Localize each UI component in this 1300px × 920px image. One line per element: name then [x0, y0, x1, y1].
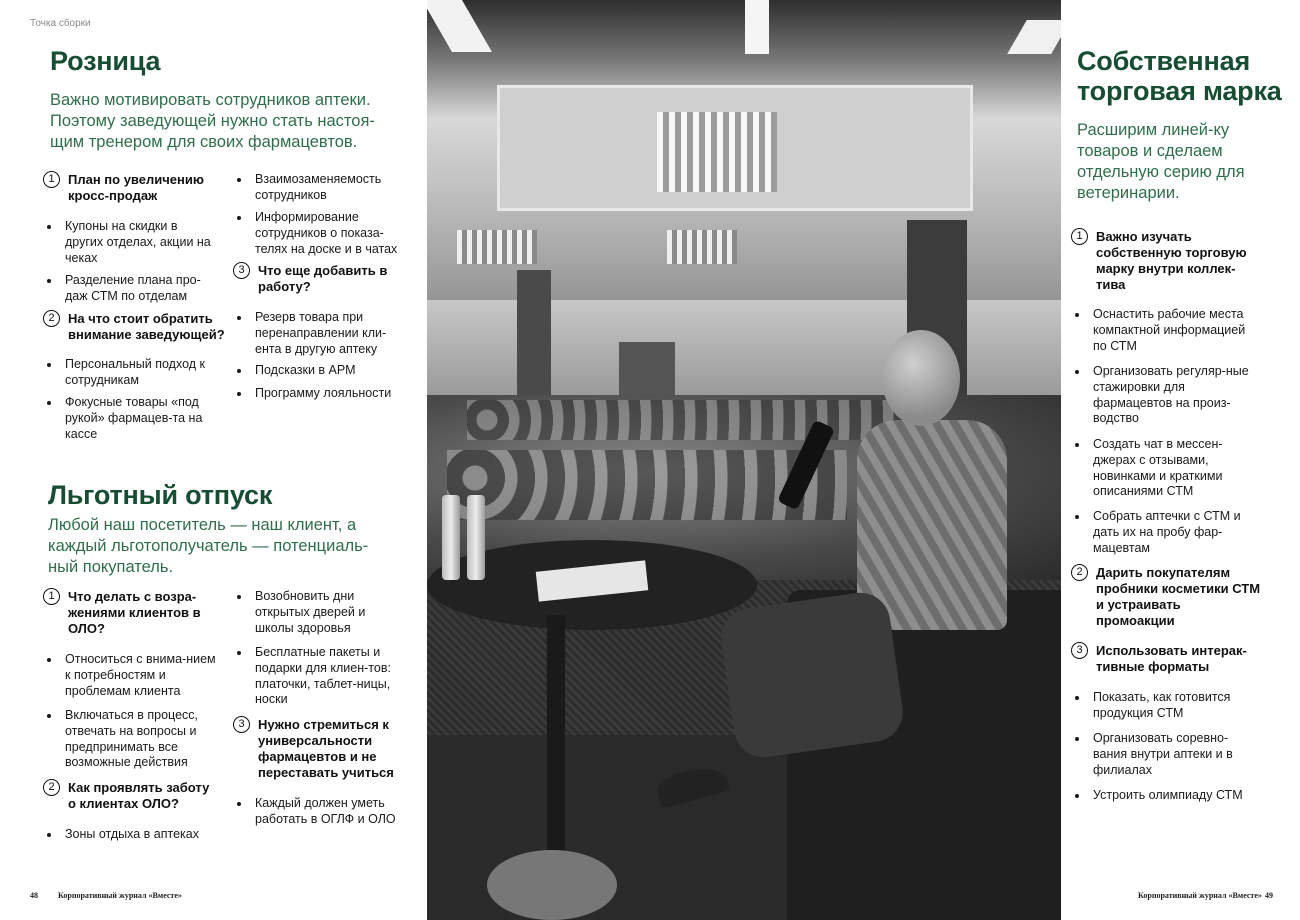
bullet-icon	[47, 279, 51, 283]
leave-lead: Любой наш посетитель — наш клиент, а каждый льготополучатель — потенциаль-ный покупатель.	[48, 516, 369, 576]
bullet-icon	[1075, 794, 1079, 798]
list-item	[233, 210, 408, 257]
ceiling-light	[745, 0, 769, 54]
speaker-head	[882, 330, 960, 426]
table-base	[487, 850, 617, 920]
leave-q2	[43, 780, 218, 812]
brand-q2	[1071, 565, 1261, 629]
list-item	[1071, 731, 1261, 778]
bullet-icon	[1075, 443, 1079, 447]
leave-q1	[43, 589, 218, 637]
bullet-icon	[237, 595, 241, 599]
water-bottle	[467, 495, 485, 580]
list-item-text: Бесплатные пакеты и подарки для клиен-тов: платочки, таблет-ницы, носки	[255, 645, 391, 707]
running-head: Точка сборки	[30, 18, 91, 29]
list-item	[233, 310, 405, 357]
brand-q2-text: Дарить покупателям пробники косметики СТМ и устраивать промоакции	[1096, 565, 1261, 628]
number-circle-icon: 1	[1071, 228, 1088, 245]
bullet-icon	[237, 392, 241, 396]
footer-title-left: Корпоративный журнал «Вместе»	[58, 891, 182, 900]
bullet-icon	[1075, 696, 1079, 700]
list-item	[1071, 437, 1261, 500]
list-item-text: Программу лояльности	[255, 386, 392, 400]
leave-q3-text: Нужно стремиться к универсальности фармацевтов и не переставать учиться	[258, 717, 394, 780]
list-item	[43, 652, 221, 699]
list-item	[233, 589, 405, 636]
brand-q3-text: Использовать интерак-тивные форматы	[1096, 643, 1247, 674]
leave-title: Льготный отпуск	[48, 480, 273, 510]
conference-photo	[427, 0, 1061, 920]
list-item-text: Устроить олимпиаду СТМ	[1093, 788, 1243, 802]
list-item-text: Купоны на скидки в других отделах, акции на чеках	[65, 219, 211, 265]
list-item-text: Каждый должен уметь работать в ОГЛФ и ОЛО	[255, 796, 396, 826]
chandelier	[657, 112, 777, 192]
retail-lead: Важно мотивировать сотрудников аптеки. Поэтому заведующей нужно стать настоя-щим тренером для своих фармацевтов.	[50, 91, 375, 151]
bullet-icon	[1075, 737, 1079, 741]
list-item-text: Разделение плана про-даж СТМ по отделам	[65, 273, 201, 303]
number-circle-icon: 3	[233, 716, 250, 733]
list-item-text: Информирование сотрудников о показа-телях на доске и в чатах	[255, 210, 398, 256]
list-item-text: Организовать соревно-вания внутри аптеки и в филиалах	[1093, 731, 1233, 777]
chandelier	[457, 230, 537, 264]
brand-q3	[1071, 643, 1261, 675]
brand-q1	[1071, 229, 1261, 293]
list-item	[233, 796, 405, 828]
bullet-icon	[1075, 370, 1079, 374]
list-item	[1071, 690, 1261, 722]
list-item-text: Включаться в процесс, отвечать на вопросы и предпринимать все возможные действия	[65, 708, 198, 770]
list-item-text: Оснастить рабочие места компактной информацией по СТМ	[1093, 307, 1246, 353]
list-item	[43, 357, 218, 389]
list-item	[43, 708, 221, 771]
chandelier	[667, 230, 737, 264]
list-item-text: Создать чат в мессен-джерах с отзывами, новинками и краткими описаниями СТМ	[1093, 437, 1223, 499]
speaker-legs	[717, 589, 906, 761]
bullet-icon	[47, 714, 51, 718]
list-item-text: Резерв товара при перенаправлении кли-ента в другую аптеку	[255, 310, 387, 356]
leave-q1-text: Что делать с возра-жениями клиентов в ОЛО?	[68, 589, 201, 636]
list-item-text: Относиться с внима-нием к потребностям и проблемам клиента	[65, 652, 216, 698]
list-item-text: Подсказки в АРМ	[255, 363, 356, 377]
footer-title-right: Корпоративный журнал «Вместе»	[1138, 891, 1262, 900]
list-item-text: Собрать аптечки с СТМ и дать их на пробу фар-мацевтам	[1093, 509, 1241, 555]
list-item-text: Организовать регуляр-ные стажировки для фармацевтов на произ-водство	[1093, 364, 1249, 426]
list-item-text: Фокусные товары «под рукой» фармацев-та на кассе	[65, 395, 203, 441]
number-circle-icon: 3	[1071, 642, 1088, 659]
bullet-icon	[237, 802, 241, 806]
list-item-text: Показать, как готовится продукция СТМ	[1093, 690, 1231, 720]
retail-q3	[233, 263, 405, 295]
retail-q1-text: План по увеличению кросс-продаж	[68, 172, 204, 203]
list-item	[43, 273, 218, 305]
bullet-icon	[47, 363, 51, 367]
bullet-icon	[237, 216, 241, 220]
brand-q1-text: Важно изучать собственную торговую марку внутри коллек-тива	[1096, 229, 1247, 292]
table-leg	[547, 615, 565, 865]
leave-q2-text: Как проявлять заботу о клиентах ОЛО?	[68, 780, 210, 811]
list-item-text: Зоны отдыха в аптеках	[65, 827, 199, 841]
retail-q2-text: На что стоит обратить внимание заведующей?	[68, 311, 225, 342]
number-circle-icon: 2	[43, 779, 60, 796]
bullet-icon	[47, 833, 51, 837]
list-item	[1071, 509, 1261, 556]
retail-q2	[43, 311, 228, 343]
bullet-icon	[47, 401, 51, 405]
list-item	[43, 219, 218, 266]
brand-title: Собственная торговая марка	[1077, 46, 1282, 106]
audience-heads	[467, 400, 907, 440]
bullet-icon	[47, 658, 51, 662]
retail-q3-text: Что еще добавить в работу?	[258, 263, 388, 294]
list-item	[233, 363, 405, 379]
number-circle-icon: 2	[43, 310, 60, 327]
number-circle-icon: 2	[1071, 564, 1088, 581]
bullet-icon	[237, 651, 241, 655]
bullet-icon	[1075, 515, 1079, 519]
brand-lead: Расширим линей-ку товаров и сделаем отдельную серию для ветеринарии.	[1077, 121, 1245, 202]
list-item-text: Возобновить дни открытых дверей и школы здоровья	[255, 589, 366, 635]
list-item	[1071, 788, 1261, 804]
bullet-icon	[1075, 313, 1079, 317]
bullet-icon	[237, 316, 241, 320]
bullet-icon	[237, 178, 241, 182]
list-item	[1071, 364, 1261, 427]
leave-q3	[233, 717, 405, 781]
bullet-icon	[47, 225, 51, 229]
list-item-text: Взаимозаменяемость сотрудников	[255, 172, 382, 202]
list-item	[1071, 307, 1261, 354]
number-circle-icon: 1	[43, 588, 60, 605]
page-number-left: 48	[30, 891, 38, 900]
water-bottle	[442, 495, 460, 580]
number-circle-icon: 3	[233, 262, 250, 279]
retail-title: Розница	[50, 46, 161, 76]
speaker-blouse	[857, 420, 1007, 630]
list-item	[43, 395, 218, 442]
list-item	[233, 386, 405, 402]
list-item	[233, 172, 405, 204]
page-number-right: 49	[1265, 891, 1273, 900]
list-item	[233, 645, 405, 708]
number-circle-icon: 1	[43, 171, 60, 188]
list-item-text: Персональный подход к сотрудникам	[65, 357, 205, 387]
retail-q1	[43, 172, 218, 204]
bullet-icon	[237, 369, 241, 373]
list-item	[43, 827, 221, 843]
